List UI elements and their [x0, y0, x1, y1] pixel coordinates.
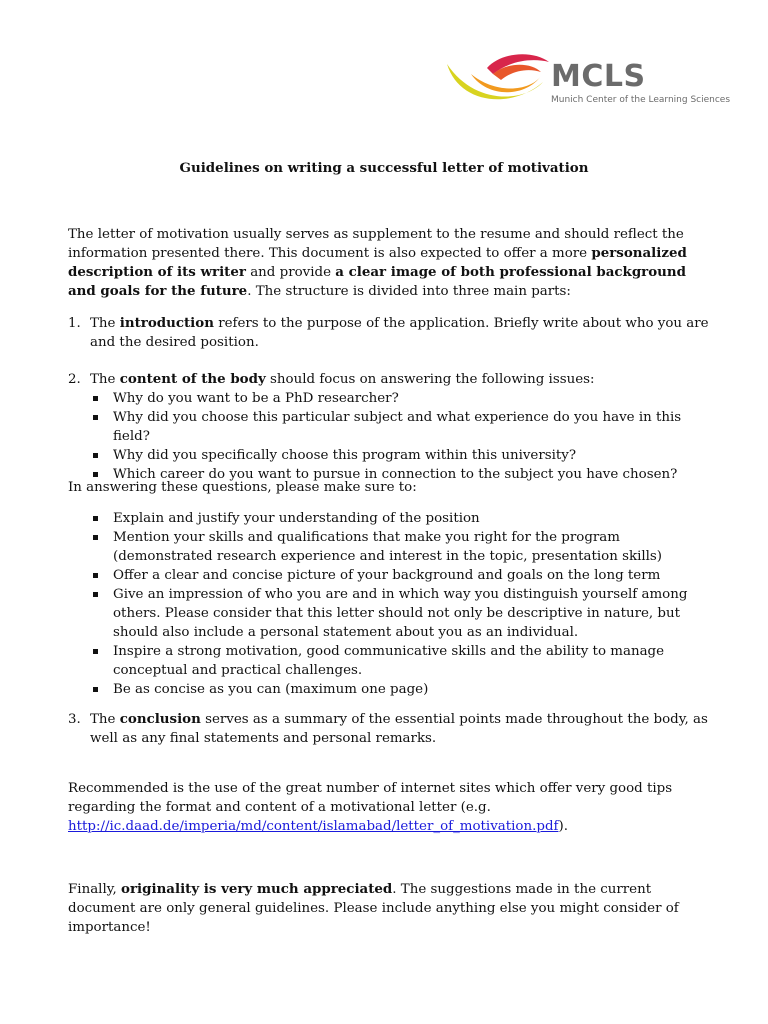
answering-list-block — [68, 509, 718, 699]
list-item: Mention your skills and qualifications that make you right for the program (demonstrated research experience and interest in the topic, presentation skills) — [68, 528, 718, 566]
finally-paragraph: Finally, originality is very much appreciated. The suggestions made in the current document are only general guidelines. Please include anything else you might consider of importance! — [68, 881, 679, 935]
list-number: 2. — [68, 372, 81, 387]
intro-paragraph: The letter of motivation usually serves as supplement to the resume and should reflect the information presented there. This document is also expected to offer a more personalized description of its writer and provide a clear image of both professional background and goals for the future. The structure is divided into three main parts: — [68, 227, 687, 299]
mcls-logo — [441, 50, 731, 112]
list-item: Why did you choose this particular subject and what experience do you have in this field? — [68, 408, 718, 446]
swirl-logo-icon — [441, 50, 551, 112]
list-item: Be as concise as you can (maximum one page) — [68, 680, 718, 699]
daad-link[interactable]: http://ic.daad.de/imperia/md/content/islamabad/letter_of_motivation.pdf — [68, 819, 559, 834]
item-conclusion: 3. The conclusion serves as a summary of the essential points made throughout the body, as well as any final statements and personal remarks. — [68, 711, 708, 746]
list-item: Offer a clear and concise picture of your background and goals on the long term — [68, 566, 718, 585]
list-item: Why do you want to be a PhD researcher? — [68, 389, 718, 408]
logo-wordmark: MCLS — [551, 59, 646, 94]
logo-subtitle: Munich Center of the Learning Sciences — [551, 95, 731, 105]
recommended-paragraph: Recommended is the use of the great number of internet sites which offer very good tips regarding the format and content of a motivational letter (e.g. http://ic.daad.de/imperia/md/content/islamabad/letter_of_motivation.pdf). — [68, 781, 673, 834]
list-item: Give an impression of who you are and in which way you distinguish yourself among others. Please consider that this letter should not only be descriptive in nature, but should also include a personal statement about you as an individual. — [68, 585, 718, 642]
body-questions-list — [68, 389, 718, 484]
answering-lead: In answering these questions, please make sure to: — [68, 480, 417, 495]
list-number: 3. — [68, 712, 81, 727]
list-item: Inspire a strong motivation, good communicative skills and the ability to manage conceptual and practical challenges. — [68, 642, 718, 680]
list-number: 1. — [68, 316, 81, 331]
item-content-of-body: 2. The content of the body should focus on answering the following issues: Why do you want to be a PhD researcher? Why did you choose this particular subject and what experience do you have in this field? Why did you specifically choose this program within this university? Which career do you want to pursue in connection to the subject you have chosen? — [68, 370, 718, 484]
list-item: Explain and justify your understanding of the position — [68, 509, 718, 528]
list-item: Why did you specifically choose this program within this university? — [68, 446, 718, 465]
item-introduction: 1. The introduction refers to the purpose of the application. Briefly write about who you are and the desired position. — [68, 315, 709, 350]
document-title: Guidelines on writing a successful letter of motivation — [179, 160, 589, 176]
list-item: Which career do you want to pursue in connection to the subject you have chosen? — [68, 465, 718, 484]
answering-list — [68, 509, 718, 699]
